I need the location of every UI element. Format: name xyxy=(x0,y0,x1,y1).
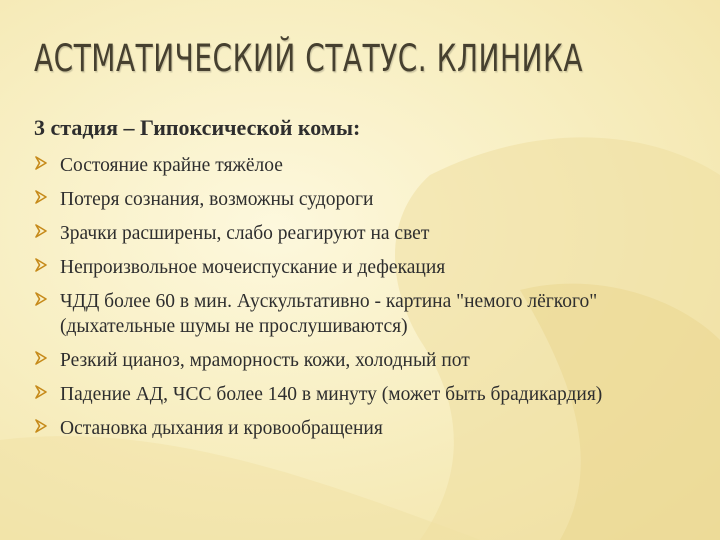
list-item xyxy=(34,221,674,246)
list-item-text: Падение АД, ЧСС более 140 в минуту (может быть брадикардия) xyxy=(60,383,603,405)
arrow-bullet-icon xyxy=(34,156,48,170)
stage-heading: 3 стадия – Гипоксической комы: xyxy=(34,115,361,140)
list-item xyxy=(34,187,674,212)
list-item-text: Резкий цианоз, мраморность кожи, холодный пот xyxy=(60,349,470,371)
list-item-text: Зрачки расширены, слабо реагируют на свет xyxy=(60,222,430,244)
arrow-bullet-icon xyxy=(34,190,48,204)
arrow-bullet-icon xyxy=(34,419,48,433)
arrow-bullet-icon xyxy=(34,385,48,399)
list-item-text: Непроизвольное мочеиспускание и дефекация xyxy=(60,256,446,278)
list-item xyxy=(34,348,674,373)
list-item-text: Состояние крайне тяжёлое xyxy=(60,154,283,176)
list-item-text: Потеря сознания, возможны судороги xyxy=(60,188,374,210)
list-item xyxy=(34,382,674,407)
arrow-bullet-icon xyxy=(34,292,48,306)
list-item xyxy=(34,255,674,280)
arrow-bullet-icon xyxy=(34,258,48,272)
list-item-text: Остановка дыхания и кровообращения xyxy=(60,417,383,439)
list-item xyxy=(34,153,674,178)
list-item xyxy=(34,289,674,339)
list-item xyxy=(34,416,674,441)
symptom-list xyxy=(34,153,674,441)
arrow-bullet-icon xyxy=(34,351,48,365)
slide-title: АСТМАТИЧЕСКИЙ СТАТУС. КЛИНИКА xyxy=(34,36,584,81)
list-item-text: ЧДД более 60 в мин. Аускультативно - картина "немого лёгкого" (дыхательные шумы не прослушиваются) xyxy=(60,290,598,337)
slide-content xyxy=(34,114,674,450)
arrow-bullet-icon xyxy=(34,224,48,238)
